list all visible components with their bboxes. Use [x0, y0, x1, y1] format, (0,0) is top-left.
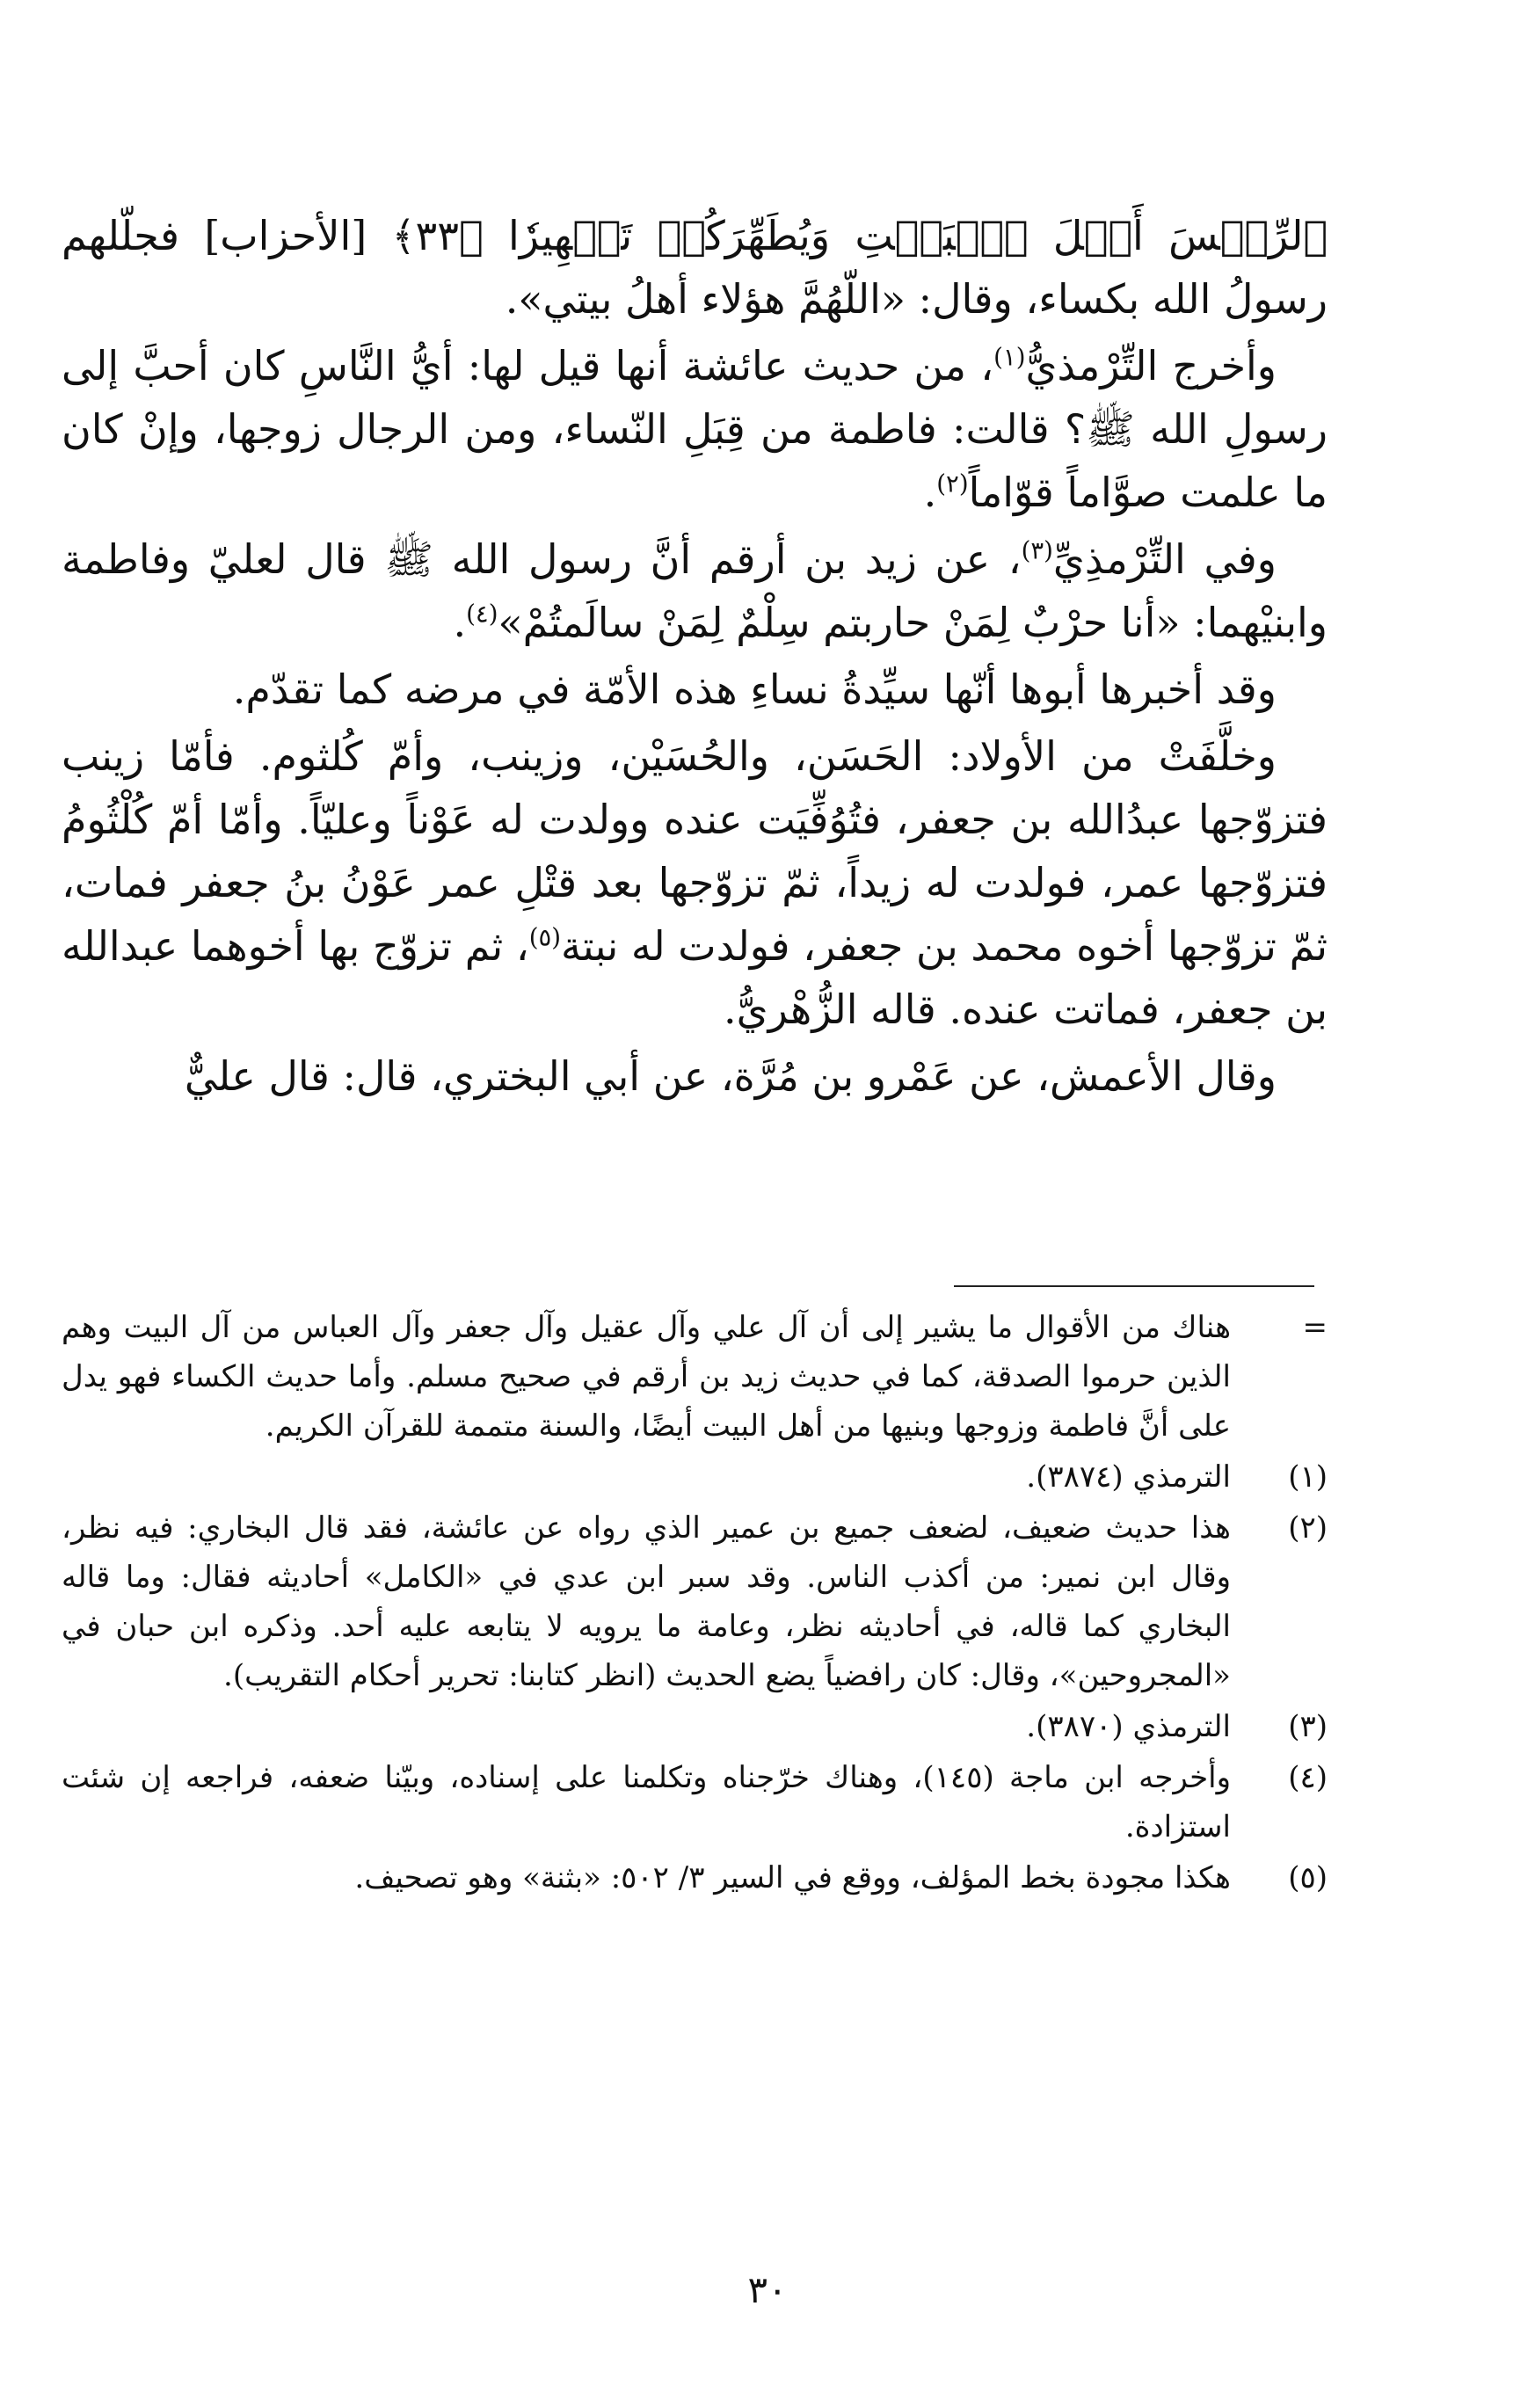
footnote-text: هذا حديث ضعيف، لضعف جميع بن عمير الذي رواه عن عائشة، فقد قال البخاري: فيه نظر، وقال ابن نمير: من أكذب الناس. وقد سبر ابن عدي في «الكامل» أحاديثه فقال: وما قاله البخاري كما قاله، في أحاديثه نظر، وعامة ما يرويه لا يتابعه عليه أحد. وذكره ابن حبان في «المجروحين»، وقال: كان رافضياً يضع الحديث (انظر كتابنا: تحرير أحكام التقريب). [62, 1510, 1231, 1693]
paragraph-tirmidhi-zaid [62, 527, 1328, 654]
footnote-ref-5[interactable]: (٥) [528, 922, 562, 952]
footnote-number: (٤) [1288, 1760, 1328, 1795]
paragraph-6-text: وقال الأعمش، عن عَمْرو بن مُرَّة، عن أبي البختري، قال: قال عليٌّ [184, 1052, 1277, 1100]
footnote-text: وأخرجه ابن ماجة (١٤٥)، وهناك خرّجناه وتكلمنا على إسناده، وبيّنا ضعفه، فراجعه إن شئت استزادة. [62, 1760, 1231, 1844]
footnote-number: (٣) [1288, 1709, 1328, 1744]
paragraph-3-text-a: وفي التِّرْمذِيِّ [1052, 535, 1277, 583]
footnote-text: الترمذي (٣٨٧٠). [1026, 1709, 1231, 1744]
footnote-divider [954, 1285, 1314, 1287]
paragraph-3-text-b: ، عن زيد بن أرقم أنَّ رسول الله ﷺ قال لعليّ وفاطمة وابنيْهما: «أنا حرْبٌ لِمَنْ حاربتم سِلْمٌ لِمَنْ سالَمتُمْ» [62, 535, 1328, 646]
paragraph-quran-verse [62, 204, 1328, 331]
paragraph-4-text: وقد أخبرها أبوها أنّها سيِّدةُ نساءِ هذه الأمّة في مرضه كما تقدّم. [232, 666, 1277, 713]
paragraph-3-text-c: . [453, 599, 467, 646]
paragraph-5-text-a: وخلَّفَتْ من الأولاد: الحَسَن، والحُسَيْن، وزينب، وأمّ كُلثوم. فأمّا زينب فتزوّجها عبدُالله بن جعفر، فتُوُفِّيَت عنده وولدت له عَوْناً وعليّاً. وأمّا أمّ كُلْثُومُ فتزوّجها عمر، فولدت له زيداً، ثمّ تزوّجها بعد قتْلِ عمر عَوْنُ بنُ جعفر فمات، ثمّ تزوّجها أخوه محمد بن جعفر، فولدت له نبتة [62, 732, 1328, 970]
paragraph-5-text-b: ، ثم تزوّج بها أخوهما عبدالله بن جعفر، فماتت عنده. قاله الزُّهْريُّ. [62, 922, 1328, 1033]
footnote-3 [62, 1702, 1328, 1751]
footnote-continued [62, 1303, 1328, 1451]
footnote-number: (٥) [1288, 1860, 1328, 1895]
footnote-text: الترمذي (٣٨٧٤). [1026, 1459, 1231, 1495]
footnotes-section [62, 1303, 1328, 1904]
paragraph-1-text: ٱلرِّجۡسَ أَهۡلَ ٱلۡبَيۡتِ وَيُطَهِّرَكُمۡ تَطۡهِيرٗا ﴿٣٣﴾ [الأحزاب] فجلّلهم رسولُ الله بكساء، وقال: «اللّهُمَّ هؤلاء أهلُ بيتي». [62, 212, 1328, 323]
paragraph-tirmidhi-aisha [62, 334, 1328, 524]
footnote-5 [62, 1853, 1328, 1902]
footnote-text: هناك من الأقوال ما يشير إلى أن آل علي وآل عقيل وآل جعفر وآل العباس من آل البيت وهم الذين حرموا الصدقة، كما في حديث زيد بن أرقم في صحيح مسلم. وأما حديث الكساء فهو يدل على أنَّ فاطمة وزوجها وبنيها من أهل البيت أيضًا، والسنة متممة للقرآن الكريم. [62, 1310, 1231, 1444]
footnote-ref-1[interactable]: (١) [993, 342, 1026, 372]
footnote-ref-3[interactable]: (٣) [1021, 535, 1053, 565]
paragraph-2-text-a: وأخرج التِّرْمذيُّ [1025, 342, 1277, 389]
paragraph-2-text-c: . [923, 469, 937, 516]
footnote-ref-4[interactable]: (٤) [466, 599, 498, 629]
footnote-text: هكذا مجودة بخط المؤلف، ووقع في السير ٣/ ٥٠٢: «بثنة» وهو تصحيف. [354, 1860, 1231, 1895]
footnote-marker: = [1302, 1310, 1328, 1345]
footnote-2 [62, 1503, 1328, 1700]
paragraph-sayyida [62, 658, 1328, 721]
footnote-4 [62, 1753, 1328, 1851]
footnote-1 [62, 1452, 1328, 1502]
paragraph-amash [62, 1044, 1328, 1108]
footnote-number: (٢) [1288, 1510, 1328, 1546]
main-text [62, 204, 1328, 1108]
paragraph-children [62, 724, 1328, 1041]
footnote-number: (١) [1288, 1459, 1328, 1495]
paragraph-2-text-b: ، من حديث عائشة أنها قيل لها: أيُّ النَّاسِ كان أحبَّ إلى رسولِ الله ﷺ؟ قالت: فاطمة من قِبَلِ النّساء، ومن الرجال زوجها، وإنْ كان ما علمت صوَّاماً قوّاماً [62, 342, 1328, 516]
footnote-ref-2[interactable]: (٢) [936, 469, 969, 498]
page-number: ٣٠ [747, 2268, 788, 2311]
